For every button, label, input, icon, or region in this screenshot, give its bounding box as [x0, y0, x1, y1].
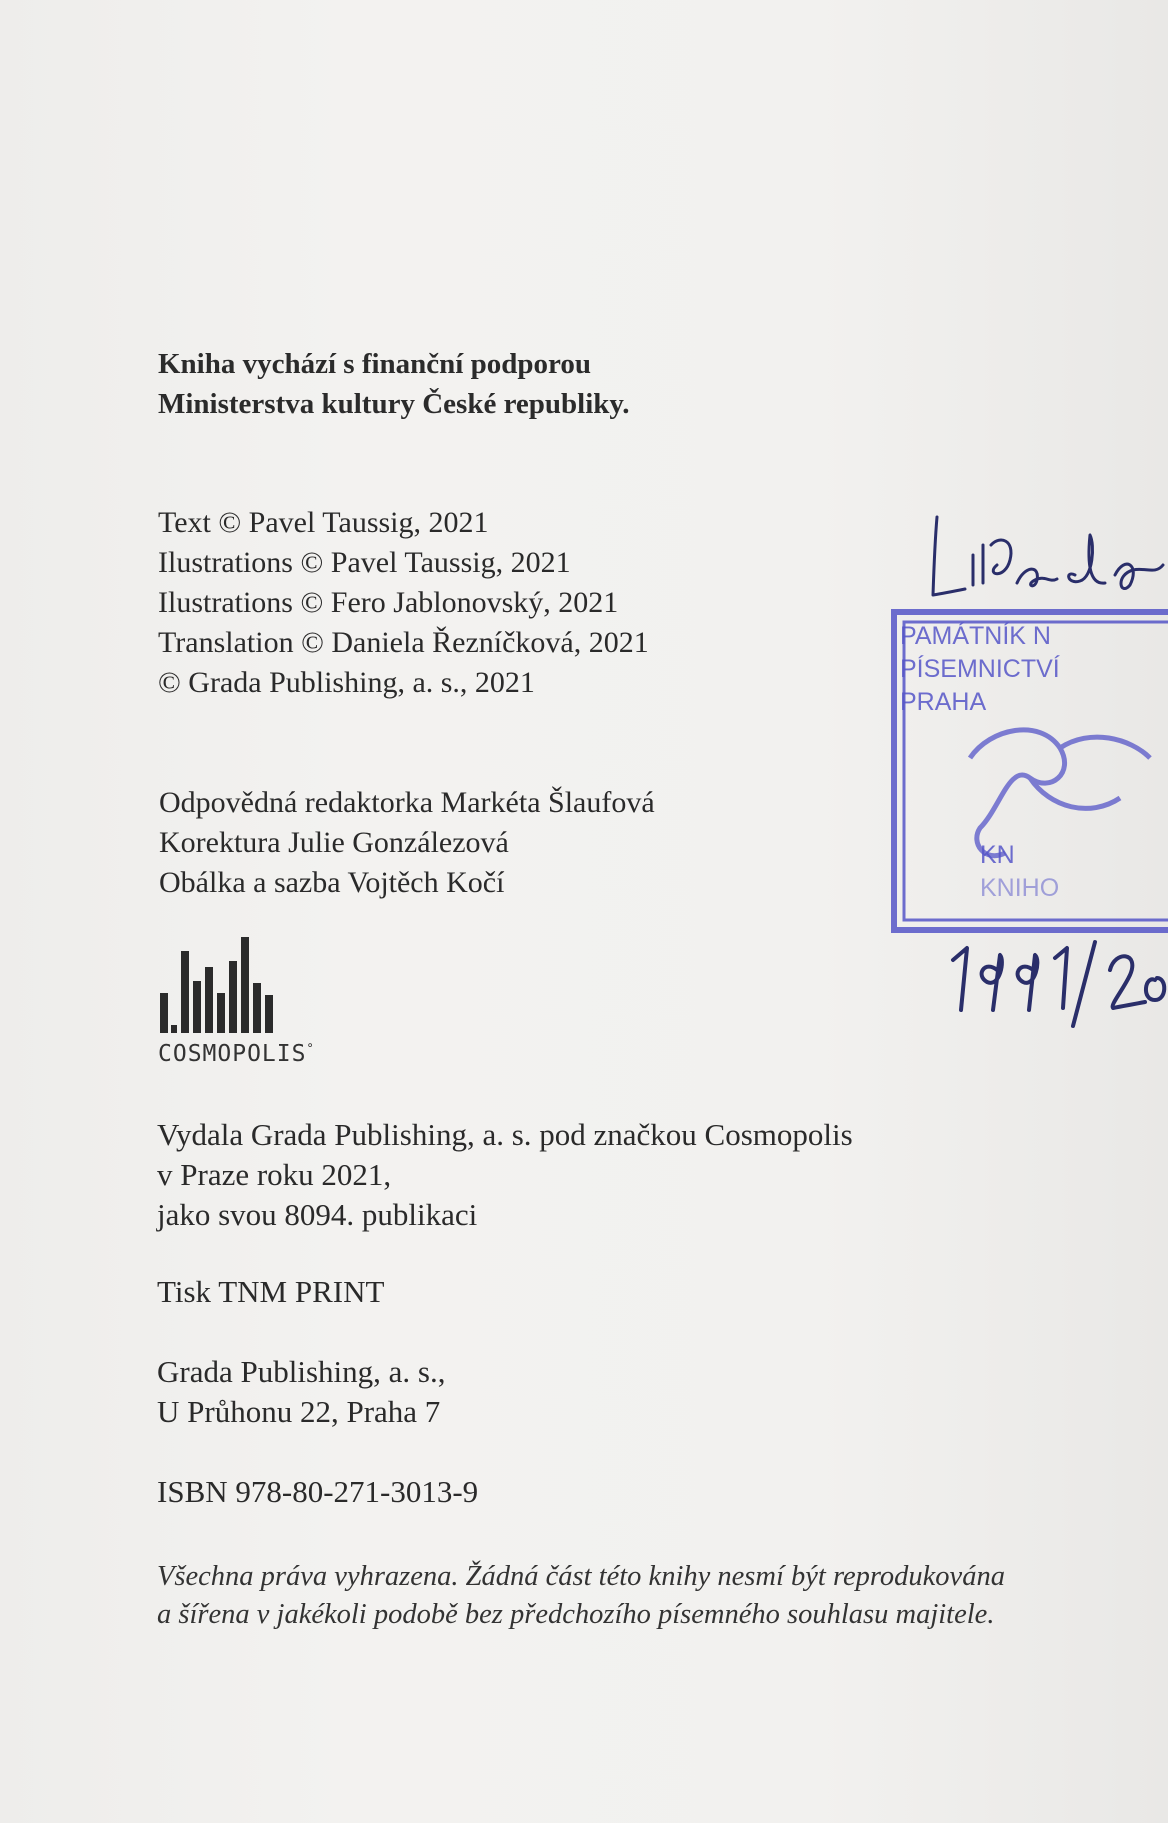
copyright-line: © Grada Publishing, a. s., 2021: [158, 666, 535, 699]
logo-word: COSMOPOLIS: [158, 1041, 307, 1067]
address-line: Grada Publishing, a. s.,: [157, 1354, 446, 1389]
logo-wordmark: [158, 1041, 315, 1067]
stamp-line: KN: [980, 841, 1015, 869]
signature-icon: [945, 930, 1168, 1030]
funding-line-2: Ministerstva kultury České republiky.: [158, 388, 630, 420]
publisher-info: [157, 1115, 853, 1235]
publisher-line: jako svou 8094. publikaci: [157, 1197, 478, 1232]
printer-info: [157, 1272, 384, 1312]
handwritten-signature-bottom: [945, 930, 1168, 1030]
staff-line: Odpovědná redaktorka Markéta Šlaufová: [159, 786, 655, 819]
editorial-staff: [159, 783, 655, 903]
notice-line: a šířena v jakékoli podobě bez předchozího písemného souhlasu majitele.: [157, 1599, 995, 1630]
staff-line: Obálka a sazba Vojtěch Kočí: [159, 866, 505, 899]
bars-logo-icon: [158, 937, 298, 1033]
funding-line-1: Kniha vychází s finanční podporou: [158, 348, 591, 380]
stamp-text: [900, 620, 1060, 905]
logo-mark: °: [306, 1041, 315, 1056]
printer-line: Tisk TNM PRINT: [157, 1274, 385, 1309]
copyright-line: Ilustrations © Pavel Taussig, 2021: [158, 546, 571, 579]
stamp-line: PRAHA: [900, 688, 987, 716]
stamp-line: KNIHO: [980, 874, 1060, 902]
publisher-address: [157, 1352, 445, 1432]
copyright-line: Translation © Daniela Řezníčková, 2021: [158, 626, 649, 659]
staff-line: Korektura Julie Gonzálezová: [159, 826, 509, 859]
signature-icon: [925, 505, 1168, 600]
publisher-line: Vydala Grada Publishing, a. s. pod značkou Cosmopolis: [157, 1117, 853, 1152]
notice-line: Všechna práva vyhrazena. Žádná část této knihy nesmí být reprodukována: [157, 1561, 1005, 1592]
rights-notice: [157, 1558, 1005, 1634]
funding-note: [158, 344, 630, 424]
isbn: [157, 1472, 478, 1512]
copyright-list: [158, 503, 649, 703]
publisher-line: v Praze roku 2021,: [157, 1157, 392, 1192]
address-line: U Průhonu 22, Praha 7: [157, 1394, 441, 1429]
isbn-line: ISBN 978-80-271-3013-9: [157, 1474, 479, 1509]
handwritten-signature-top: [925, 505, 1168, 600]
cosmopolis-logo: [158, 937, 315, 1067]
copyright-line: Ilustrations © Fero Jablonovský, 2021: [158, 586, 619, 619]
stamp-line: PAMÁTNÍK N: [900, 622, 1051, 650]
copyright-line: Text © Pavel Taussig, 2021: [158, 506, 489, 539]
stamp-line: PÍSEMNICTVÍ: [900, 655, 1060, 683]
library-stamp: [890, 608, 1168, 933]
